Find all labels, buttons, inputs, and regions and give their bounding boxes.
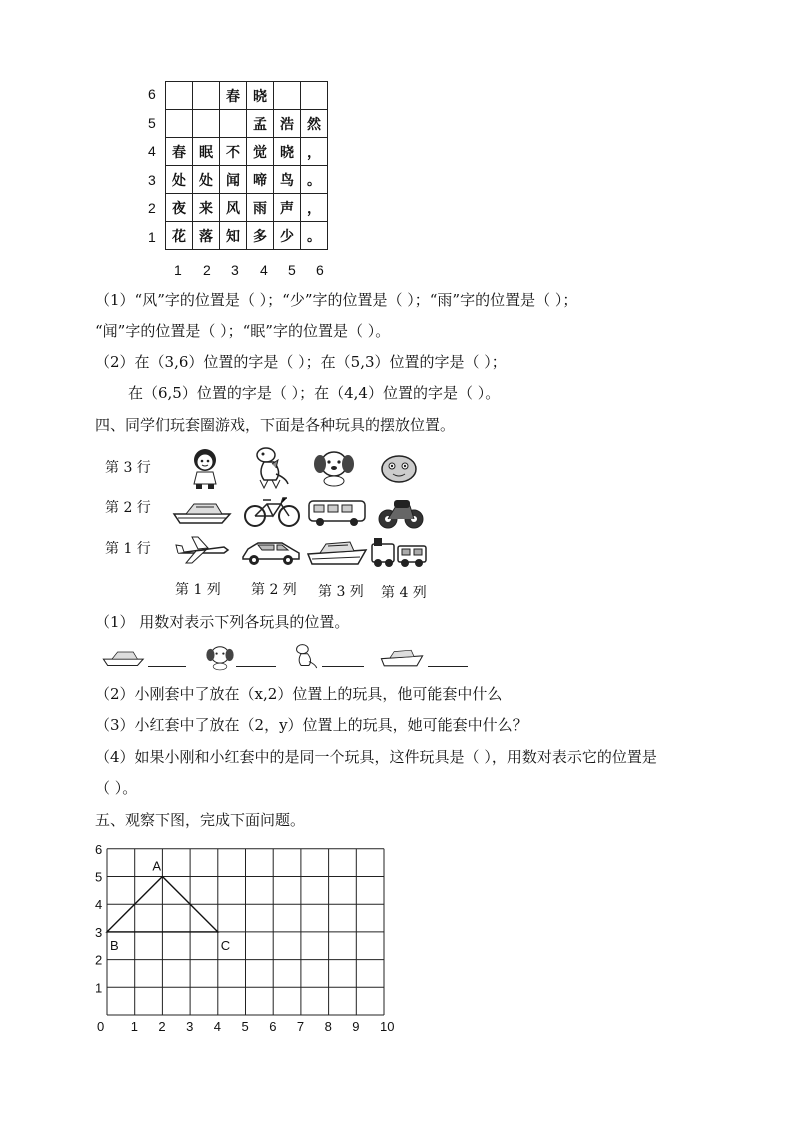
grid-row [166, 138, 328, 166]
x-tick-label: 4 [213, 1019, 222, 1034]
grid-cell: 眠 [193, 138, 220, 166]
puppy-icon [312, 447, 356, 487]
q4-sub-4b: （ ）。 [95, 779, 138, 797]
col-label-2: 第 2 列 [251, 582, 297, 598]
grid-x-label-1: 1 [174, 262, 182, 278]
grid-cell: 。 [301, 222, 328, 250]
grid-y-label-6: 6 [148, 86, 156, 102]
q4-sub-1: （1） 用数对表示下列各玩具的位置。 [95, 613, 350, 631]
x-tick-label: 3 [186, 1019, 194, 1034]
grid-cell: 然 [301, 110, 328, 138]
speedboat-icon [102, 646, 146, 668]
girl-doll-icon [185, 446, 225, 490]
grid-cell: 春 [220, 82, 247, 110]
grid-cell: 处 [166, 166, 193, 194]
car-icon [240, 537, 302, 567]
ship-icon [306, 538, 368, 568]
grid-cell: 来 [193, 194, 220, 222]
q4-heading: 四、同学们玩套圈游戏，下面是各种玩具的摆放位置。 [95, 416, 456, 434]
grid-cell: 晓 [247, 82, 274, 110]
x-tick-label: 1 [130, 1019, 138, 1034]
grid-cell: 春 [166, 138, 193, 166]
grid-row [166, 194, 328, 222]
grid-x-label-4: 4 [260, 262, 268, 278]
q5-heading: 五、观察下图，完成下面问题。 [95, 811, 306, 829]
speedboat-icon [172, 496, 234, 526]
grid-x-label-5: 5 [288, 262, 296, 278]
answer-blank[interactable] [236, 666, 276, 667]
grid-cell: 晓 [274, 138, 301, 166]
grid-cell: 少 [274, 222, 301, 250]
grid-cell: ， [301, 194, 328, 222]
grid-cell: 浩 [274, 110, 301, 138]
grid-y-label-5: 5 [148, 115, 156, 131]
answer-blank[interactable] [322, 666, 364, 667]
grid-cell [220, 110, 247, 138]
poem-grid [165, 81, 328, 250]
grid-cell [193, 82, 220, 110]
y-tick-label: 1 [95, 980, 103, 996]
grid-row [166, 222, 328, 250]
grid-row [166, 110, 328, 138]
x-tick-label: 2 [158, 1019, 166, 1034]
y-tick-label: 5 [95, 869, 103, 885]
grid-cell: 花 [166, 222, 193, 250]
q4-sub-3: （3）小红套中了放在（2，y）位置上的玩具，她可能套中什么？ [95, 716, 528, 734]
grid-x-label-6: 6 [316, 262, 324, 278]
x-tick-label: 6 [269, 1019, 277, 1034]
y-tick-label: 4 [95, 897, 103, 913]
dinosaur-icon [292, 642, 318, 672]
answer-blank[interactable] [148, 666, 186, 667]
grid-cell: 声 [274, 194, 301, 222]
col-label-3: 第 3 列 [318, 584, 364, 600]
motorcycle-icon [378, 494, 424, 530]
q3-line-3: （2）在（3,6）位置的字是（ ）；在（5,3）位置的字是（ ）； [95, 353, 507, 371]
grid-cell [301, 82, 328, 110]
grid-cell: 啼 [247, 166, 274, 194]
grid-cell: 知 [220, 222, 247, 250]
q3-line-4: 在（6,5）位置的字是（ ）；在（4,4）位置的字是（ ）。 [128, 384, 501, 402]
puppy-icon [205, 643, 235, 671]
point-label-c: C [220, 937, 231, 953]
airplane-icon [174, 533, 230, 567]
x-tick-label: 5 [241, 1019, 249, 1034]
grid-cell: 闻 [220, 166, 247, 194]
col-label-4: 第 4 列 [381, 585, 427, 601]
x-tick-label: 7 [296, 1019, 305, 1034]
grid-y-label-3: 3 [148, 172, 156, 188]
grid-cell: 。 [301, 166, 328, 194]
dinosaur-icon [250, 444, 290, 490]
grid-y-label-1: 1 [148, 229, 156, 245]
q3-line-2: “闻”字的位置是（ ）；“眠”字的位置是（ ）。 [95, 322, 391, 340]
grid-x-label-2: 2 [203, 262, 211, 278]
grid-cell: 处 [193, 166, 220, 194]
grid-cell: 不 [220, 138, 247, 166]
grid-cell: 鸟 [274, 166, 301, 194]
grid-x-label-3: 3 [231, 262, 239, 278]
y-tick-label: 2 [95, 952, 103, 968]
grid-y-label-2: 2 [148, 200, 156, 216]
coordinate-grid [90, 838, 400, 1038]
row-label-1: 第 1 行 [105, 541, 151, 557]
q3-line-1: （1）“风”字的位置是（ ）；“少”字的位置是（ ）；“雨”字的位置是（ ）； [95, 291, 578, 309]
point-label-a: A [152, 858, 162, 874]
grid-cell [166, 82, 193, 110]
col-label-1: 第 1 列 [175, 582, 221, 598]
q4-sub-4a: （4）如果小刚和小红套中的是同一个玩具，这件玩具是（ ），用数对表示它的位置是 [95, 748, 657, 766]
answer-blank[interactable] [428, 666, 468, 667]
grid-cell: 雨 [247, 194, 274, 222]
x-tick-label: 9 [352, 1019, 360, 1034]
grid-cell: 夜 [166, 194, 193, 222]
q4-sub-2: （2）小刚套中了放在（x,2）位置上的玩具，他可能套中什么 [95, 685, 503, 703]
grid-cell [166, 110, 193, 138]
row-label-3: 第 3 行 [105, 460, 151, 476]
x-tick-label: 0 [97, 1019, 105, 1034]
grid-cell: 觉 [247, 138, 274, 166]
y-tick-label: 6 [95, 841, 103, 857]
grid-cell [193, 110, 220, 138]
grid-cell: ， [301, 138, 328, 166]
grid-cell: 风 [220, 194, 247, 222]
row-label-2: 第 2 行 [105, 500, 151, 516]
point-label-b: B [110, 937, 119, 953]
grid-cell: 孟 [247, 110, 274, 138]
grid-cell: 多 [247, 222, 274, 250]
x-tick-label: 8 [324, 1019, 332, 1034]
grid-row [166, 166, 328, 194]
train-icon [368, 534, 430, 570]
fish-icon [378, 452, 420, 486]
y-tick-label: 3 [95, 924, 103, 940]
bus-icon [306, 497, 368, 529]
grid-cell [274, 82, 301, 110]
grid-y-label-4: 4 [148, 143, 156, 159]
grid-cell: 落 [193, 222, 220, 250]
x-tick-label: 10 [380, 1019, 395, 1034]
ship-icon [380, 647, 424, 669]
grid-row [166, 82, 328, 110]
bicycle-icon [243, 494, 301, 528]
